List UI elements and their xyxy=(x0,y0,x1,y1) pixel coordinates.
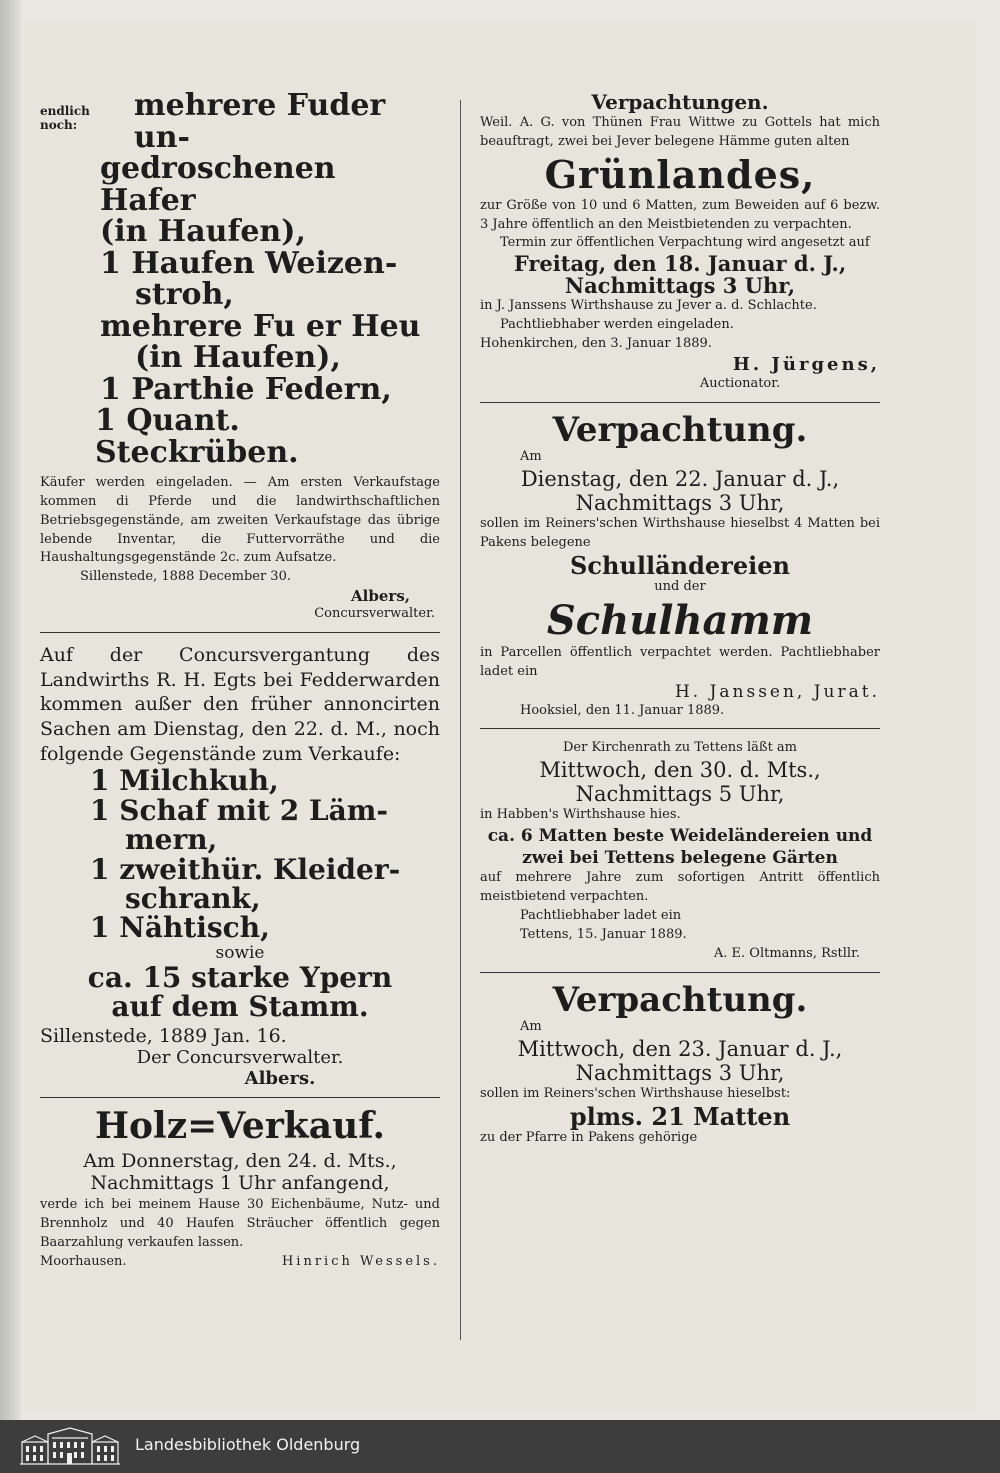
library-footer xyxy=(0,1420,1000,1473)
ad-place-line: in J. Janssens Wirthshause zu Jever a. d. Schlachte. xyxy=(480,298,817,314)
ad-concurs-sillenstede xyxy=(40,90,440,624)
ad-item: gedroschenen Hafer xyxy=(100,151,336,218)
ad-date: Mittwoch, den 30. d. Mts., xyxy=(539,758,821,783)
ad-lead: endlich noch: xyxy=(40,104,90,132)
ad-concurs-egts xyxy=(40,643,440,1090)
ad-am: Am xyxy=(520,1019,542,1035)
ad-invite: Pachtliebhaber ladet ein xyxy=(520,908,682,924)
ad-title: Verpachtung. xyxy=(552,409,808,450)
ad-item: (in Haufen), xyxy=(135,340,341,375)
ad-role: Concursverwalter. xyxy=(314,606,435,622)
ad-big-text: Schulhamm xyxy=(546,596,814,644)
ad-big-text: Grünlandes, xyxy=(544,151,816,197)
ad-termin: Termin zur öffentlichen Verpachtung wird angesetzt auf xyxy=(500,235,870,251)
ad-title: Holz=Verkauf. xyxy=(95,1105,385,1148)
column-divider xyxy=(460,100,461,1340)
ad-gruenland xyxy=(480,90,880,394)
ad-big-text: Schulländereien xyxy=(570,550,790,580)
ad-date: Am Donnerstag, den 24. d. Mts., xyxy=(83,1150,397,1173)
ad-date: Dienstag, den 22. Januar d. J., xyxy=(520,467,840,492)
ad-verpachtung-schullaendereien xyxy=(480,409,880,721)
ad-place-line: in Habben's Wirthshause hies. xyxy=(480,807,681,823)
ad-holz-verkauf xyxy=(40,1105,440,1271)
ad-item: 1 Milchkuh, xyxy=(90,764,279,798)
ad-verpachtung-pfarre xyxy=(480,979,880,1148)
ad-role: Der Concursverwalter. xyxy=(136,1047,344,1069)
ad-body: in Parcellen öffentlich verpachtet werden. Pachtliebhaber ladet ein xyxy=(480,644,880,679)
ad-body: sollen im Reiners'schen Wirthshause hieselbst 4 Matten bei Pakens belegene xyxy=(480,516,880,551)
ad-place-date: Sillenstede, 1889 Jan. 16. xyxy=(40,1025,287,1048)
ad-item: mehrere Fu er Heu xyxy=(100,308,421,344)
page-binding-edge xyxy=(0,0,22,1420)
ad-intro: Auf der Concursvergantung des Landwirths R. H. Egts bei Fedderwarden kommen außer den früher annoncirten Sachen am Dienstag, den 22. d. M., noch folgende Gegenstände zum Verkaufe: xyxy=(40,643,440,765)
ad-place-date: Tettens, 15. Januar 1889. xyxy=(520,926,687,942)
ad-intro: Weil. A. G. von Thünen Frau Wittwe zu Gottels hat mich beauftragt, zwei bei Jever belegene Hämme guten alten xyxy=(480,115,880,149)
ad-separator xyxy=(40,632,440,633)
ad-time: Nachmittags 3 Uhr, xyxy=(564,273,796,299)
ad-signature: Hinrich Wessels. xyxy=(281,1253,440,1269)
ad-time: Nachmittags 5 Uhr, xyxy=(575,782,785,807)
ad-body: auf mehrere Jahre zum sofortigen Antritt öffentlich meistbietend verpachten. xyxy=(480,870,880,905)
ad-item: schrank, xyxy=(125,881,261,915)
ad-place-date: Sillenstede, 1888 December 30. xyxy=(80,569,291,585)
ad-signature: A. E. Oltmanns, Rstllr. xyxy=(713,945,860,961)
ad-title: Verpachtung. xyxy=(552,979,808,1020)
ad-item: 1 Haufen Weizen- xyxy=(100,245,398,281)
ad-time: Nachmittags 3 Uhr, xyxy=(575,1061,785,1086)
ad-sowie: sowie xyxy=(215,942,265,963)
ad-separator xyxy=(480,402,880,403)
ad-item: 1 Parthie Federn, xyxy=(100,371,392,407)
ad-body: zur Größe von 10 und 6 Matten, zum Beweiden auf 6 bezw. 3 Jahre öffentlich an den Meistbietenden zu verpachten. xyxy=(480,197,880,232)
ad-date: Freitag, den 18. Januar d. J., xyxy=(513,251,847,277)
ad-separator xyxy=(40,1097,440,1098)
ad-item: stroh, xyxy=(135,277,234,312)
ad-invite: Pachtliebhaber werden eingeladen. xyxy=(500,317,734,333)
ad-item: 1 Schaf mit 2 Läm- xyxy=(90,793,389,827)
ad-item: 1 Quant. Steckrüben. xyxy=(95,403,299,470)
ad-separator xyxy=(480,972,880,973)
ad-date: Mittwoch, den 23. Januar d. J., xyxy=(517,1037,843,1062)
ad-item: 1 zweithür. Kleider- xyxy=(90,852,401,886)
ad-signature: H. Janssen, Jurat. xyxy=(674,681,880,702)
ad-signature: Albers, xyxy=(351,587,410,606)
ad-time: Nachmittags 3 Uhr, xyxy=(575,491,785,516)
ad-place-date: Hohenkirchen, den 3. Januar 1889. xyxy=(480,336,712,351)
ad-intro: Der Kirchenrath zu Tettens läßt am xyxy=(562,740,797,756)
ad-body: Käufer werden eingeladen. — Am ersten Verkaufstage kommen di Pferde und die landwirthschaftlichen Betriebsgegenstände, am zweiten Verkaufstage das übrige lebende Inventar, die Futtervorräthe und die Haushaltungsgegenstände 2c. zum Aufsatze. xyxy=(40,475,440,566)
ad-time: Nachmittags 1 Uhr anfangend, xyxy=(90,1172,390,1195)
ad-am: Am xyxy=(520,449,542,465)
ad-body: verde ich bei meinem Hause 30 Eichenbäume, Nutz- und Brennholz und 40 Haufen Sträucher öffentlich gegen Baarzahlung verkaufen lassen. xyxy=(40,1197,440,1250)
ad-place: Moorhausen. xyxy=(40,1253,127,1269)
library-name: Landesbibliothek Oldenburg xyxy=(135,1435,361,1454)
ad-role: Auctionator. xyxy=(699,375,781,391)
ad-place-date: Hooksiel, den 11. Januar 1889. xyxy=(520,702,725,718)
ad-item: (in Haufen), xyxy=(100,214,306,249)
ad-separator xyxy=(480,728,880,729)
ad-item: 1 Nähtisch, xyxy=(90,911,270,945)
ad-tail: zu der Pfarre in Pakens gehörige xyxy=(480,1130,698,1146)
ad-extra: auf dem Stamm. xyxy=(111,990,369,1024)
left-column xyxy=(40,90,440,1278)
right-column xyxy=(480,90,880,1154)
ad-big-text: ca. 6 Matten beste Weideländereien und zwei bei Tettens belegene Gärten xyxy=(487,826,873,869)
ad-body: sollen im Reiners'schen Wirthshause hieselbst: xyxy=(480,1086,791,1102)
ad-item: mehrere Fuder un- xyxy=(133,88,386,155)
ad-signature: Albers. xyxy=(244,1068,316,1090)
ad-heading: Verpachtungen. xyxy=(591,90,769,114)
ad-signature: H. Jürgens, xyxy=(732,353,880,375)
ad-extra: ca. 15 starke Ypern xyxy=(87,960,393,994)
ad-big-text: plms. 21 Matten xyxy=(569,1101,791,1131)
ad-und: und der xyxy=(654,579,706,595)
library-building-icon xyxy=(18,1426,122,1466)
ad-item: mern, xyxy=(125,823,218,857)
ad-kirchenrath-tettens xyxy=(480,739,880,963)
